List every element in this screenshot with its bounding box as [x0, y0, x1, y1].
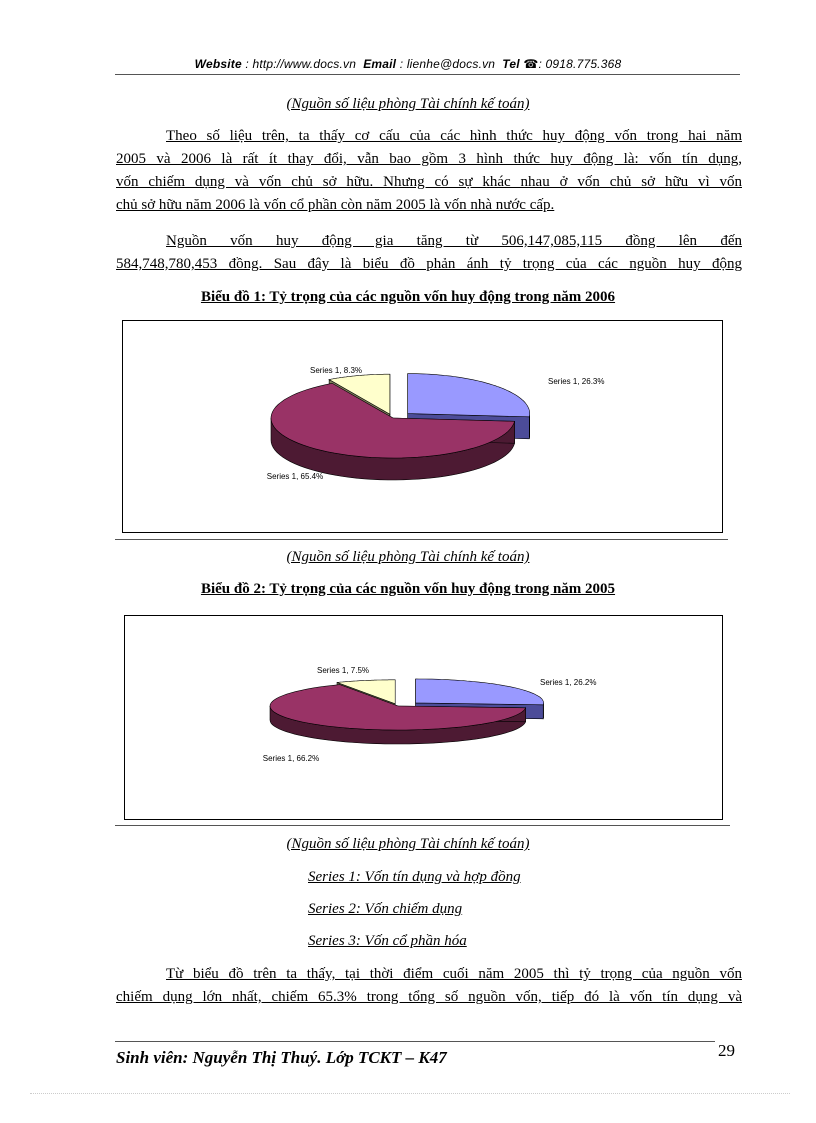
website-value: : http://www.docs.vn — [245, 57, 357, 71]
pie-data-label: Series 1, 8.3% — [309, 366, 363, 375]
source-note — [0, 835, 816, 853]
chart-2-rule — [115, 825, 730, 826]
pie-data-label: Series 1, 26.2% — [540, 678, 597, 687]
bottom-dotted-rule — [30, 1093, 790, 1094]
series-note-text: Series 3: Vốn cổ phần hóa — [308, 933, 467, 949]
paragraph-2 — [116, 230, 742, 276]
website-label: Website — [194, 57, 242, 71]
paragraph-line: vốn chiếm dụng và vốn chủ sở hữu. Nhưng có sự khác nhau ở vốn chủ sở hữu vì vốn — [116, 174, 742, 190]
page-header — [0, 57, 816, 71]
paragraph-line: 2005 và 2006 là rất ít thay đổi, vẫn bao gồm 3 hình thức huy động là: vốn tín dụng, — [116, 151, 742, 167]
series-note-3 — [308, 932, 467, 950]
pie-data-label: Series 1, 7.5% — [316, 666, 370, 675]
paragraph-3 — [116, 963, 742, 1009]
pie-group — [267, 366, 605, 481]
source-note-text: (Nguồn số liệu phòng Tài chính kế toán) — [286, 96, 530, 112]
paragraph-line: Nguồn vốn huy động gia tăng từ 506,147,085,115 đồng lên đến — [166, 233, 742, 249]
series-note-text: Series 1: Vốn tín dụng và hợp đồng — [308, 869, 521, 885]
source-note-text: (Nguồn số liệu phòng Tài chính kế toán) — [286, 549, 530, 565]
pie-data-label: Series 1, 65.4% — [266, 472, 324, 481]
header-rule — [115, 74, 740, 75]
paragraph-line: chiếm dụng lớn nhất, chiếm 65.3% trong tổng số nguồn vốn, tiếp đó là vốn tín dụng và — [116, 989, 742, 1005]
paragraph-line: Từ biểu đồ trên ta thấy, tại thời điểm cuối năm 2005 thì tỷ trọng của nguồn vốn — [166, 966, 742, 982]
figure-1-title — [0, 288, 816, 306]
source-note — [0, 548, 816, 566]
figure-2-title — [0, 580, 816, 598]
source-note-text: (Nguồn số liệu phòng Tài chính kế toán) — [286, 836, 530, 852]
footer-rule — [115, 1041, 715, 1042]
chart-1-rule — [115, 539, 728, 540]
pie-slice-1 — [408, 374, 530, 417]
tel-value: : 0918.775.368 — [538, 57, 622, 71]
chart-1 — [122, 320, 723, 533]
paragraph-line: 584,748,780,453 đồng. Sau đây là biểu đồ phản ánh tỷ trọng của các nguồn huy động — [116, 256, 742, 272]
tel-label: Tel — [502, 57, 520, 71]
phone-icon: ☎ — [523, 57, 539, 71]
chart-2-svg — [125, 616, 722, 819]
page-number: 29 — [718, 1041, 735, 1060]
series-note-1 — [308, 868, 521, 886]
pie-slice-1 — [416, 679, 544, 705]
chart-2 — [124, 615, 723, 820]
paragraph-1 — [116, 125, 742, 217]
figure-1-title-text: Biểu đồ 1: Tỷ trọng của các nguồn vốn huy động trong năm 2006 — [200, 289, 616, 305]
series-note-text: Series 2: Vốn chiếm dụng — [308, 901, 463, 917]
pie-group — [263, 666, 597, 763]
pie-data-label: Series 1, 26.3% — [548, 377, 605, 386]
paragraph-line: chủ sở hữu năm 2006 là vốn cổ phần còn năm 2005 là vốn nhà nước cấp. — [116, 197, 555, 213]
email-label: Email — [363, 57, 397, 71]
source-note — [0, 95, 816, 113]
email-value: : lienhe@docs.vn — [399, 57, 496, 71]
footer-student: Sinh viên: Nguyễn Thị Thuý. Lớp TCKT – K47 — [116, 1048, 447, 1067]
paragraph-line: Theo số liệu trên, ta thấy cơ cấu của các hình thức huy động vốn trong hai năm — [166, 128, 742, 144]
series-note-2 — [308, 900, 462, 918]
pie-data-label: Series 1, 66.2% — [262, 754, 320, 763]
figure-2-title-text: Biểu đồ 2: Tỷ trọng của các nguồn vốn huy động trong năm 2005 — [200, 581, 616, 597]
chart-1-svg — [123, 321, 722, 532]
